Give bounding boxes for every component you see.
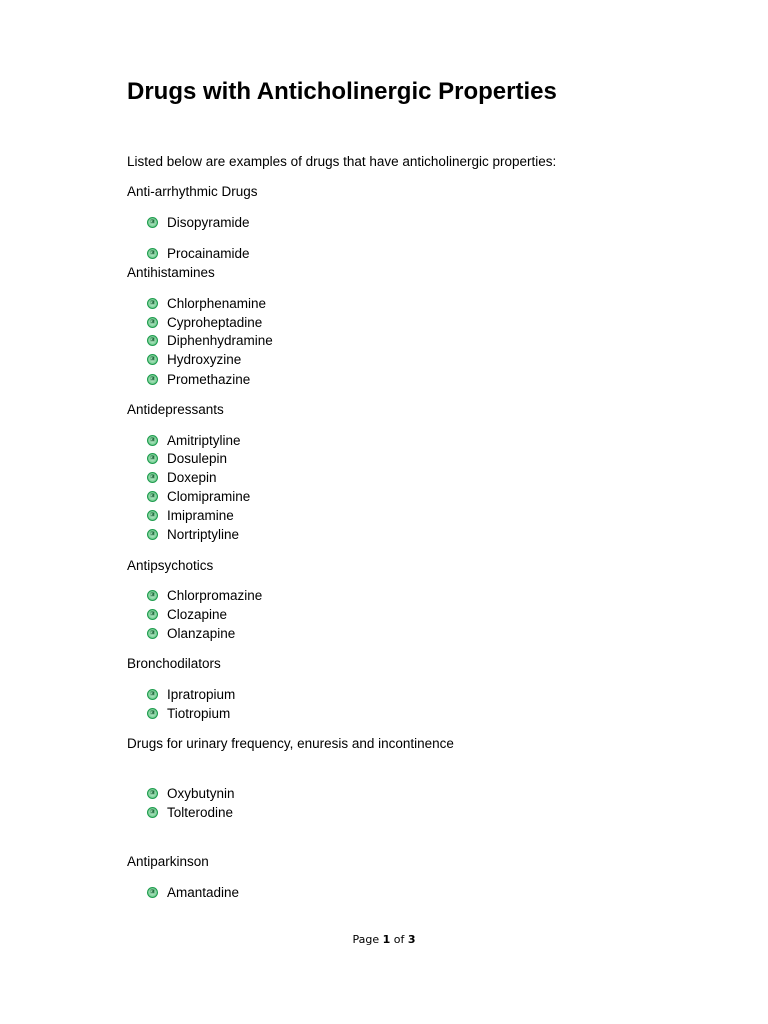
intro-text: Listed below are examples of drugs that have anticholinergic properties: [127,154,557,169]
list-item-label: Tiotropium [167,706,231,721]
section-heading-antipsychotics: Antipsychotics [127,558,214,573]
bullet-icon: ③ [147,217,158,228]
list-item-label: Diphenhydramine [167,333,273,348]
bullet-icon: ③ [147,590,158,601]
bullet-icon: ③ [147,248,158,259]
list-item-label: Doxepin [167,470,217,485]
bullet-icon: ③ [147,788,158,799]
bullet-icon: ③ [147,708,158,719]
page-footer [0,932,768,948]
list-item-label: Amitriptyline [167,433,241,448]
section-heading-antiparkinson: Antiparkinson [127,854,209,869]
bullet-icon: ③ [147,491,158,502]
bullet-icon: ③ [147,472,158,483]
list-item-label: Tolterodine [167,805,234,820]
list-item-label: Chlorphenamine [167,296,267,311]
list-item-label: Chlorpromazine [167,588,263,603]
section-heading-bronchodilators: Bronchodilators [127,656,221,671]
bullet-icon: ③ [147,807,158,818]
list-item-label: Olanzapine [167,626,236,641]
bullet-icon: ③ [147,435,158,446]
list-item-label: Amantadine [167,885,240,900]
section-heading-urinary: Drugs for urinary frequency, enuresis and incontinence [127,736,454,751]
list-item-label: Hydroxyzine [167,352,242,367]
bullet-icon: ③ [147,609,158,620]
list-item-label: Nortriptyline [167,527,240,542]
bullet-icon: ③ [147,335,158,346]
current-page-number: 1 [382,933,391,946]
list-item-label: Procainamide [167,246,250,261]
bullet-icon: ③ [147,298,158,309]
section-heading-antidepressants: Antidepressants [127,402,224,417]
bullet-icon: ③ [147,529,158,540]
total-pages-number: 3 [407,933,416,946]
of-label: of [393,933,405,946]
bullet-icon: ③ [147,510,158,521]
list-item-label: Clomipramine [167,489,251,504]
bullet-icon: ③ [147,689,158,700]
bullet-icon: ③ [147,453,158,464]
list-item-label: Imipramine [167,508,234,523]
section-heading-anti-arrhythmic: Anti-arrhythmic Drugs [127,184,258,199]
bullet-icon: ③ [147,374,158,385]
list-item-label: Oxybutynin [167,786,235,801]
list-item-label: Disopyramide [167,215,250,230]
list-item-label: Promethazine [167,372,251,387]
bullet-icon: ③ [147,354,158,365]
list-item-label: Dosulepin [167,451,228,466]
document-title: Drugs with Anticholinergic Properties [127,78,557,105]
list-item-label: Cyproheptadine [167,315,263,330]
list-item-label: Ipratropium [167,687,236,702]
bullet-icon: ③ [147,317,158,328]
page-label: Page [352,933,380,946]
bullet-icon: ③ [147,887,158,898]
bullet-icon: ③ [147,628,158,639]
section-heading-antihistamines: Antihistamines [127,265,215,280]
list-item-label: Clozapine [167,607,228,622]
